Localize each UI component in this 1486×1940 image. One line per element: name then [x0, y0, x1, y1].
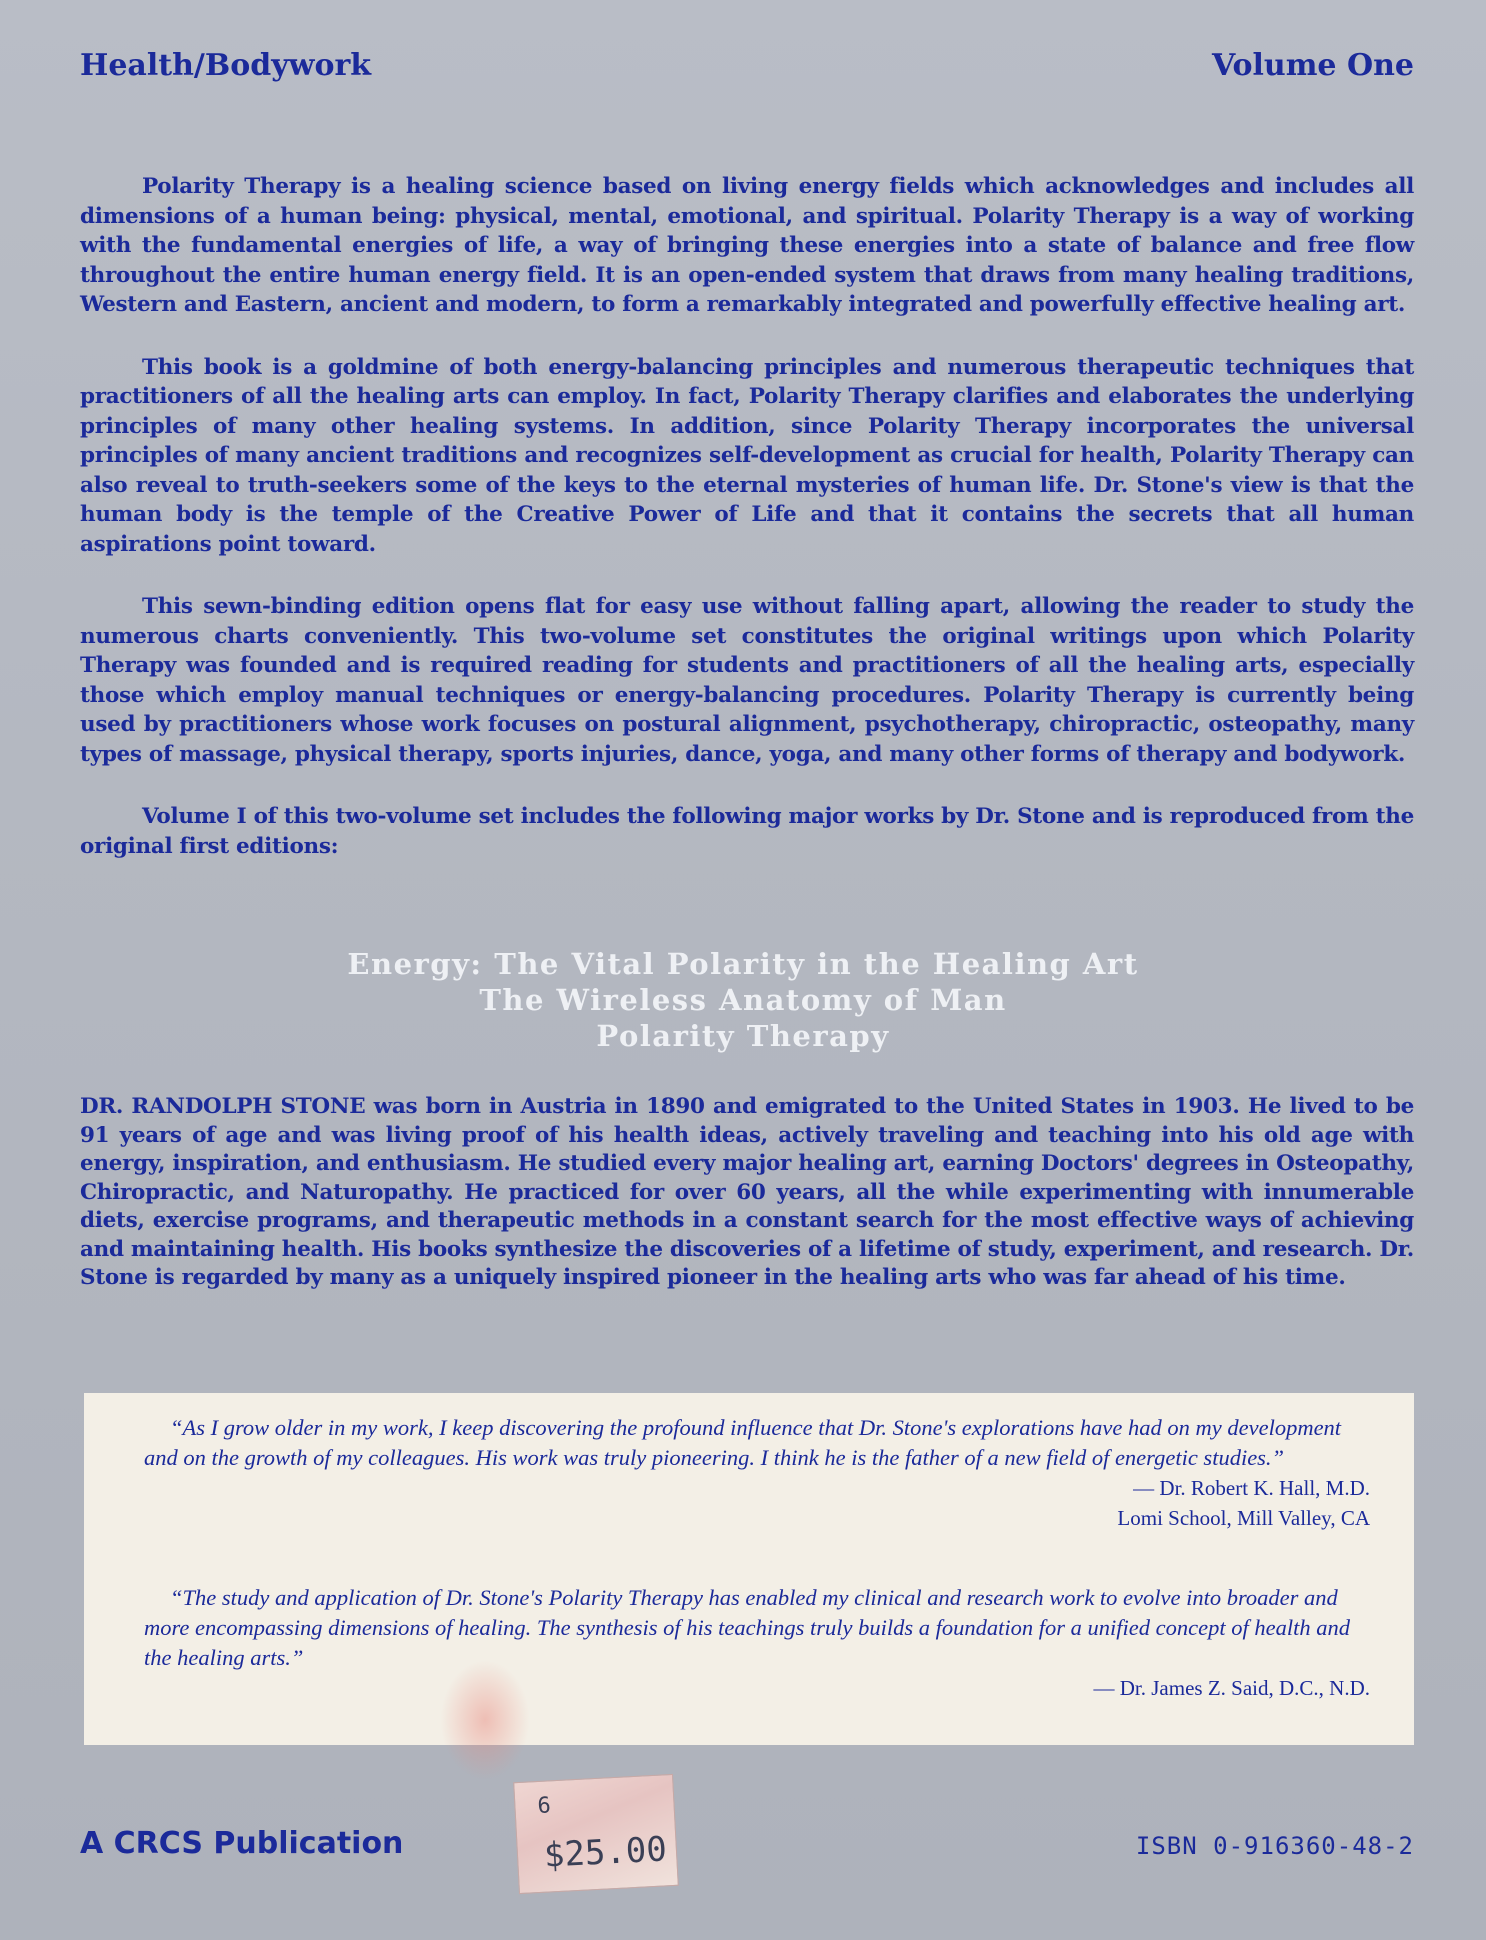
publisher-label: A CRCS Publication — [80, 1826, 404, 1861]
author-bio: DR. RANDOLPH STONE was born in Austria in 1890 and emigrated to the United States in 1903. He lived to be 91 years of age and was living proof of his health ideas, actively traveling and teaching into his old age with energy, inspiration, and enthusiasm. He studied every major healing art, earning Doctors' degrees in Osteopathy, Chiropractic, and Naturopathy. He practiced for over 60 years, all the while experimenting with innumerable diets, exercise programs, and therapeutic methods in a constant search for the most effective ways of achieving and maintaining health. His books synthesize the discoveries of a lifetime of study, experiment, and research. Dr. Stone is regarded by many as a uniquely inspired pioneer in the healing arts who was far ahead of his time. — [80, 1094, 1414, 1290]
work-title: The Wireless Anatomy of Man — [479, 983, 1007, 1017]
testimonial-author: — Dr. James Z. Said, D.C., N.D. — [1093, 1676, 1370, 1700]
work-title: Polarity Therapy — [596, 1019, 890, 1053]
price-sticker — [513, 1774, 679, 1894]
testimonial-quote: “The study and application of Dr. Stone's Polarity Therapy has enabled my clinical and research work to evolve into broader and more encompassing dimensions of healing. The synthesis of his teachings truly builds a foundation for a unified concept of health and the healing arts.” — [144, 1585, 1350, 1670]
testimonial-quote: “As I grow older in my work, I keep discovering the profound influence that Dr. Stone's explorations have had on my development and on the growth of my colleagues. His work was truly pioneering. I think he is the father of a new field of energetic studies.” — [144, 1415, 1342, 1470]
stain-mark — [440, 1660, 530, 1780]
testimonial-author: — Dr. Robert K. Hall, M.D. — [1133, 1476, 1370, 1500]
testimonial-affiliation: Lomi School, Mill Valley, CA — [1117, 1506, 1370, 1530]
description — [80, 172, 1414, 894]
sticker-price: $25.00 — [543, 1829, 668, 1876]
work-title: Energy: The Vital Polarity in the Healing Art — [347, 947, 1139, 981]
paragraph-volume-contents: Volume I of this two-volume set includes the following major works by Dr. Stone and is reproduced from the original first editions: — [80, 804, 1414, 859]
works-list — [0, 946, 1486, 1054]
testimonials-box — [84, 1393, 1414, 1745]
sticker-code: 6 — [536, 1793, 552, 1820]
category-label: Health/Bodywork — [80, 48, 372, 83]
paragraph-edition: This sewn-binding edition opens flat for easy use without falling apart, allowing the reader to study the numerous charts conveniently. This two-volume set constitutes the original writings upon which Polarity Therapy was founded and is required reading for students and practitioners of all the healing arts, especially those which employ manual techniques or energy-balancing procedures. Polarity Therapy is currently being used by practitioners whose work focuses on postural alignment, psychotherapy, chiropractic, osteopathy, many types of massage, physical therapy, sports injuries, dance, yoga, and many other forms of therapy and bodywork. — [80, 594, 1414, 767]
paragraph-intro: Polarity Therapy is a healing science based on living energy fields which acknowledges and includes all dimensions of a human being: physical, mental, emotional, and spiritual. Polarity Therapy is a way of working with the fundamental energies of life, a way of bringing these energies into a state of balance and free flow throughout the entire human energy field. It is an open-ended system that draws from many healing traditions, Western and Eastern, ancient and modern, to form a remarkably integrated and powerfully effective healing art. — [80, 174, 1414, 317]
isbn-label: ISBN 0-916360-48-2 — [1135, 1832, 1414, 1860]
volume-label: Volume One — [1211, 48, 1414, 83]
paragraph-goldmine: This book is a goldmine of both energy-balancing principles and numerous therapeutic techniques that practitioners of all the healing arts can employ. In fact, Polarity Therapy clarifies and elaborates the underlying principles of many other healing systems. In addition, since Polarity Therapy incorporates the universal principles of many ancient traditions and recognizes self-development as crucial for health, Polarity Therapy can also reveal to truth-seekers some of the keys to the eternal mysteries of human life. Dr. Stone's view is that the human body is the temple of the Creative Power of Life and that it contains the secrets that all human aspirations point toward. — [80, 354, 1414, 557]
header — [80, 48, 1414, 98]
